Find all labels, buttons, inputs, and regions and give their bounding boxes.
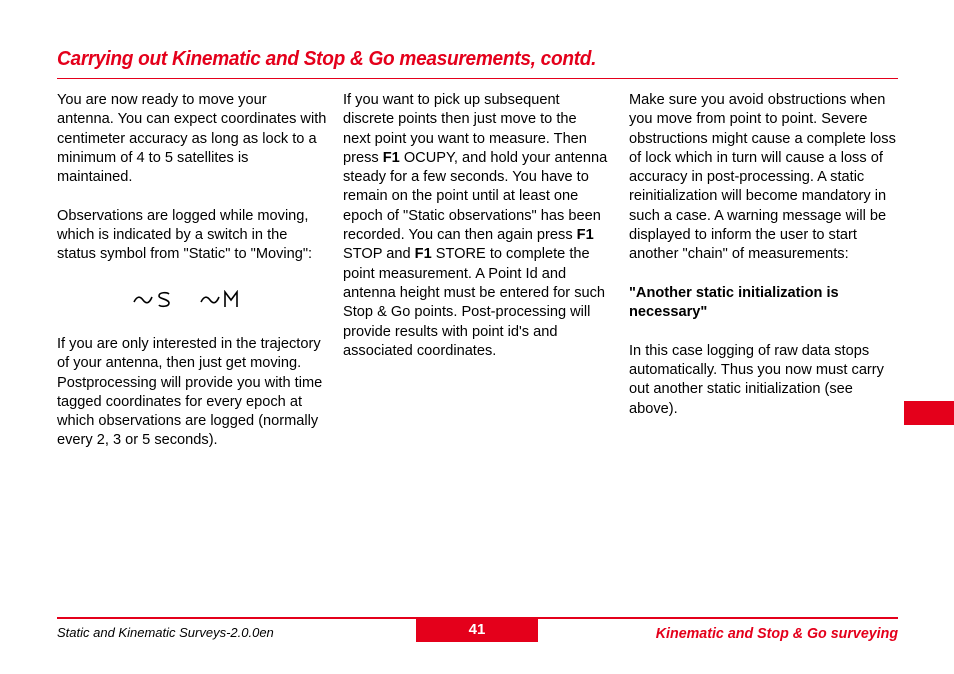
paragraph-stop-and-go bbox=[343, 91, 608, 361]
page-title: Carrying out Kinematic and Stop & Go measurements, contd. bbox=[57, 47, 597, 70]
footer-manual-title: Static and Kinematic Surveys-2.0.0en bbox=[57, 625, 274, 640]
paragraph-logging-stops: In this case logging of raw data stops automatically. Thus you now must carry out another static initialization (see above). bbox=[629, 342, 884, 417]
header-divider bbox=[57, 78, 898, 79]
key-f1-store: F1 bbox=[414, 246, 432, 263]
text-segment: OCUPY, and hold your antenna steady for a few seconds. You have to remain on the point until at least one epoch of "Static observations" has been recorded. You can then again press bbox=[343, 149, 608, 244]
warning-message-text: "Another static initialization is necessary" bbox=[629, 284, 839, 321]
text-segment: STORE to complete the point measurement. A Point Id and antenna height must be entered for such Stop & Go points. Post-processing will provide results with point id's and associated coordinates. bbox=[343, 246, 606, 359]
column-middle bbox=[343, 91, 608, 380]
chapter-tab-marker bbox=[904, 401, 954, 425]
paragraph-observations-logged: Observations are logged while moving, which is indicated by a switch in the status symbol from "Static" to "Moving": bbox=[57, 207, 313, 263]
text-segment: If you want to pick up subsequent discrete points then just move to the next point you want to measure. Then press bbox=[343, 92, 587, 166]
warning-message bbox=[629, 284, 904, 323]
status-symbols bbox=[57, 284, 327, 322]
footer-chapter-title: Kinematic and Stop & Go surveying bbox=[655, 625, 898, 642]
moving-status-icon bbox=[200, 290, 244, 308]
paragraph-ready-to-move: You are now ready to move your antenna. You can expect coordinates with centimeter accuracy as long as lock to a minimum of 4 to 5 satellites is maintained. bbox=[57, 92, 327, 186]
key-f1-stop: F1 bbox=[576, 227, 594, 244]
static-status-icon bbox=[133, 290, 173, 308]
column-left bbox=[57, 91, 327, 470]
key-f1-ocupy: F1 bbox=[382, 149, 400, 166]
text-segment: STOP and bbox=[343, 246, 415, 263]
paragraph-trajectory: If you are only interested in the trajectory of your antenna, then just get moving. Postprocessing will provide you with time tagged coordinates for every epoch at which observations are logged (normally every 2, 3 or 5 seconds). bbox=[57, 335, 323, 449]
paragraph-obstructions: Make sure you avoid obstructions when you move from point to point. Severe obstructions might cause a complete loss of lock which in turn will cause a loss of accuracy in post-processing. A static reinitialization will become mandatory in such a case. A warning message will be displayed to inform the user to start another "chain" of measurements: bbox=[629, 92, 896, 263]
column-right bbox=[629, 91, 904, 438]
page-number: 41 bbox=[416, 619, 538, 642]
